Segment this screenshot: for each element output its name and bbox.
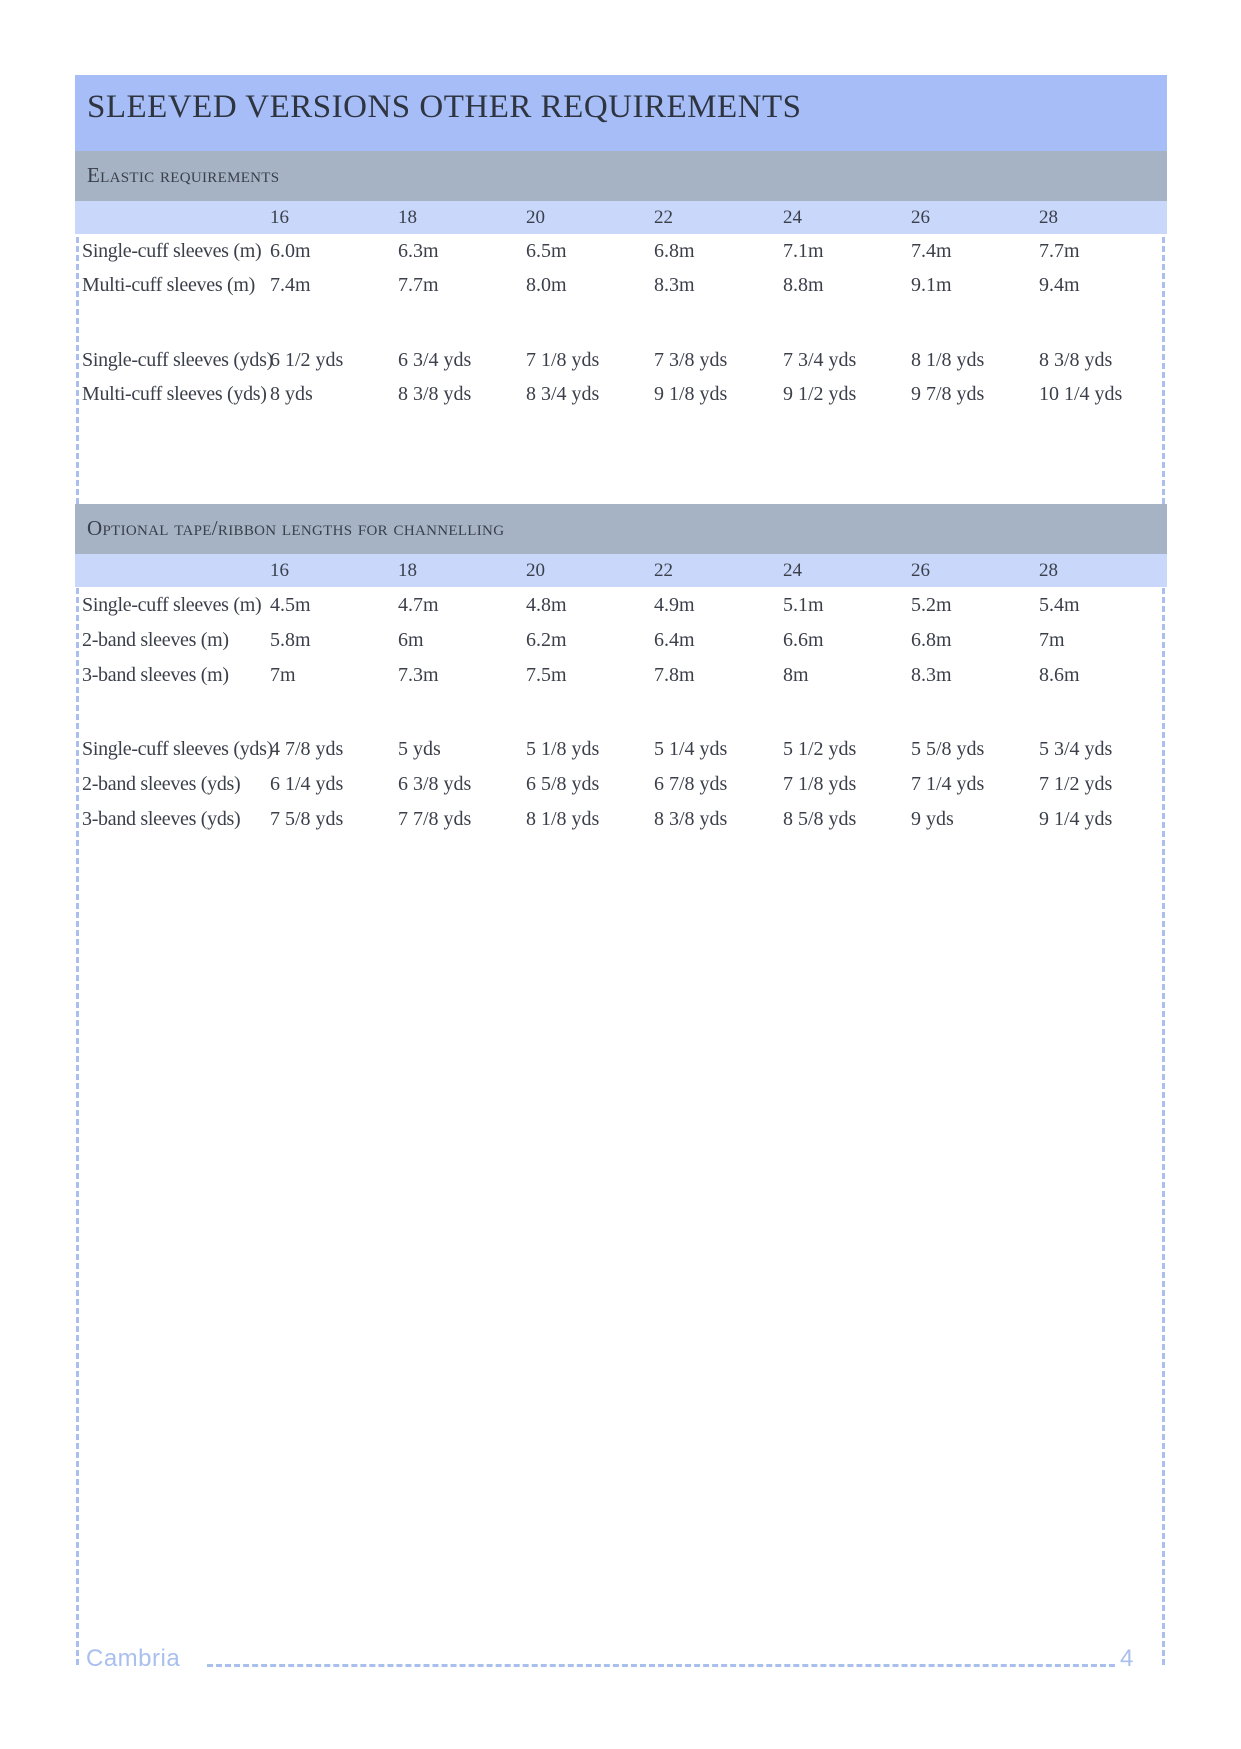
row-label: Multi-cuff sleeves (m) bbox=[82, 274, 255, 296]
table-cell: 6.0m bbox=[270, 240, 311, 262]
table-cell: 8 1/8 yds bbox=[911, 349, 985, 371]
table-cell: 7.3m bbox=[398, 664, 439, 686]
table-cell: 6 7/8 yds bbox=[654, 773, 728, 795]
table-cell: 7.8m bbox=[654, 664, 695, 686]
size-header-cell: 16 bbox=[270, 207, 289, 228]
table-cell: 8 yds bbox=[270, 383, 313, 405]
table-cell: 7m bbox=[1039, 629, 1065, 651]
table-cell: 4.9m bbox=[654, 594, 695, 616]
table-cell: 9.4m bbox=[1039, 274, 1080, 296]
table-cell: 5 1/8 yds bbox=[526, 738, 600, 760]
tape-section-title: Optional tape/ribbon lengths for channelling bbox=[87, 516, 505, 540]
footer-brand: Cambria bbox=[86, 1645, 181, 1672]
row-label: 3-band sleeves (yds) bbox=[82, 808, 241, 830]
table-cell: 7 1/2 yds bbox=[1039, 773, 1113, 795]
table-cell: 7.7m bbox=[1039, 240, 1080, 262]
table-row bbox=[82, 808, 1162, 840]
table-cell: 7 7/8 yds bbox=[398, 808, 472, 830]
table-row bbox=[82, 664, 1162, 696]
table-cell: 9 1/8 yds bbox=[654, 383, 728, 405]
page-title: SLEEVED VERSIONS OTHER REQUIREMENTS bbox=[87, 89, 802, 125]
row-label: Multi-cuff sleeves (yds) bbox=[82, 383, 267, 405]
table-row bbox=[82, 349, 1162, 381]
table-cell: 5 3/4 yds bbox=[1039, 738, 1113, 760]
table-cell: 4.7m bbox=[398, 594, 439, 616]
table-cell: 8 3/4 yds bbox=[526, 383, 600, 405]
size-header-cell: 26 bbox=[911, 560, 930, 581]
row-label: 2-band sleeves (yds) bbox=[82, 773, 241, 795]
table-cell: 8.3m bbox=[654, 274, 695, 296]
table-cell: 4.5m bbox=[270, 594, 311, 616]
table-row bbox=[82, 629, 1162, 661]
size-header-cell: 28 bbox=[1039, 207, 1058, 228]
table-row bbox=[82, 240, 1162, 272]
table-cell: 9 yds bbox=[911, 808, 954, 830]
table-row bbox=[82, 773, 1162, 805]
table-cell: 6.2m bbox=[526, 629, 567, 651]
page-number: 4 bbox=[1120, 1645, 1134, 1672]
table-cell: 8.6m bbox=[1039, 664, 1080, 686]
table-cell: 6.5m bbox=[526, 240, 567, 262]
size-header-cell: 16 bbox=[270, 560, 289, 581]
table-cell: 9 1/4 yds bbox=[1039, 808, 1113, 830]
table-cell: 7 3/8 yds bbox=[654, 349, 728, 371]
row-label: Single-cuff sleeves (yds) bbox=[82, 349, 273, 371]
table-cell: 5 1/2 yds bbox=[783, 738, 857, 760]
table-cell: 9.1m bbox=[911, 274, 952, 296]
size-header-cell: 24 bbox=[783, 207, 802, 228]
table-cell: 6 5/8 yds bbox=[526, 773, 600, 795]
table-cell: 5 5/8 yds bbox=[911, 738, 985, 760]
table-cell: 8.8m bbox=[783, 274, 824, 296]
table-cell: 6.8m bbox=[911, 629, 952, 651]
tape-size-header bbox=[75, 554, 1167, 587]
table-row bbox=[82, 383, 1162, 415]
table-row bbox=[82, 738, 1162, 770]
row-label: Single-cuff sleeves (m) bbox=[82, 594, 262, 616]
row-label: 3-band sleeves (m) bbox=[82, 664, 229, 686]
table-cell: 6.3m bbox=[398, 240, 439, 262]
table-cell: 5.2m bbox=[911, 594, 952, 616]
table-cell: 5 1/4 yds bbox=[654, 738, 728, 760]
table-cell: 7m bbox=[270, 664, 296, 686]
row-label: Single-cuff sleeves (m) bbox=[82, 240, 262, 262]
table-cell: 5.1m bbox=[783, 594, 824, 616]
size-header-cell: 18 bbox=[398, 207, 417, 228]
table-cell: 8.3m bbox=[911, 664, 952, 686]
table-cell: 5.4m bbox=[1039, 594, 1080, 616]
table-cell: 6.8m bbox=[654, 240, 695, 262]
table-cell: 8.0m bbox=[526, 274, 567, 296]
row-label: 2-band sleeves (m) bbox=[82, 629, 229, 651]
page-frame bbox=[76, 75, 1165, 1665]
size-header-cell: 20 bbox=[526, 207, 545, 228]
tape-section-header bbox=[75, 504, 1167, 554]
table-cell: 8 3/8 yds bbox=[398, 383, 472, 405]
table-cell: 4.8m bbox=[526, 594, 567, 616]
table-cell: 8 1/8 yds bbox=[526, 808, 600, 830]
table-cell: 7 3/4 yds bbox=[783, 349, 857, 371]
size-header-cell: 22 bbox=[654, 560, 673, 581]
table-cell: 6 3/4 yds bbox=[398, 349, 472, 371]
table-cell: 6m bbox=[398, 629, 424, 651]
table-cell: 7.5m bbox=[526, 664, 567, 686]
table-row bbox=[82, 274, 1162, 306]
table-cell: 6 3/8 yds bbox=[398, 773, 472, 795]
table-cell: 9 1/2 yds bbox=[783, 383, 857, 405]
table-cell: 8 3/8 yds bbox=[654, 808, 728, 830]
table-cell: 9 7/8 yds bbox=[911, 383, 985, 405]
table-cell: 6.6m bbox=[783, 629, 824, 651]
size-header-cell: 18 bbox=[398, 560, 417, 581]
table-cell: 4 7/8 yds bbox=[270, 738, 344, 760]
table-cell: 7 5/8 yds bbox=[270, 808, 344, 830]
table-cell: 5 yds bbox=[398, 738, 441, 760]
elastic-size-header bbox=[75, 201, 1167, 234]
table-cell: 7.7m bbox=[398, 274, 439, 296]
table-cell: 7 1/8 yds bbox=[526, 349, 600, 371]
table-cell: 7 1/4 yds bbox=[911, 773, 985, 795]
table-cell: 8m bbox=[783, 664, 809, 686]
row-label: Single-cuff sleeves (yds) bbox=[82, 738, 273, 760]
size-header-cell: 28 bbox=[1039, 560, 1058, 581]
size-header-cell: 22 bbox=[654, 207, 673, 228]
size-header-cell: 20 bbox=[526, 560, 545, 581]
table-cell: 8 3/8 yds bbox=[1039, 349, 1113, 371]
table-cell: 6 1/2 yds bbox=[270, 349, 344, 371]
size-header-cell: 26 bbox=[911, 207, 930, 228]
elastic-section-header bbox=[75, 151, 1167, 201]
table-cell: 6.4m bbox=[654, 629, 695, 651]
table-cell: 7.1m bbox=[783, 240, 824, 262]
table-row bbox=[82, 594, 1162, 626]
footer-divider bbox=[207, 1664, 1115, 1667]
table-cell: 7.4m bbox=[270, 274, 311, 296]
table-cell: 10 1/4 yds bbox=[1039, 383, 1123, 405]
table-cell: 8 5/8 yds bbox=[783, 808, 857, 830]
size-header-cell: 24 bbox=[783, 560, 802, 581]
elastic-section-title: Elastic requirements bbox=[87, 163, 280, 187]
title-bar bbox=[75, 75, 1167, 151]
table-cell: 7.4m bbox=[911, 240, 952, 262]
table-cell: 6 1/4 yds bbox=[270, 773, 344, 795]
table-cell: 5.8m bbox=[270, 629, 311, 651]
table-cell: 7 1/8 yds bbox=[783, 773, 857, 795]
